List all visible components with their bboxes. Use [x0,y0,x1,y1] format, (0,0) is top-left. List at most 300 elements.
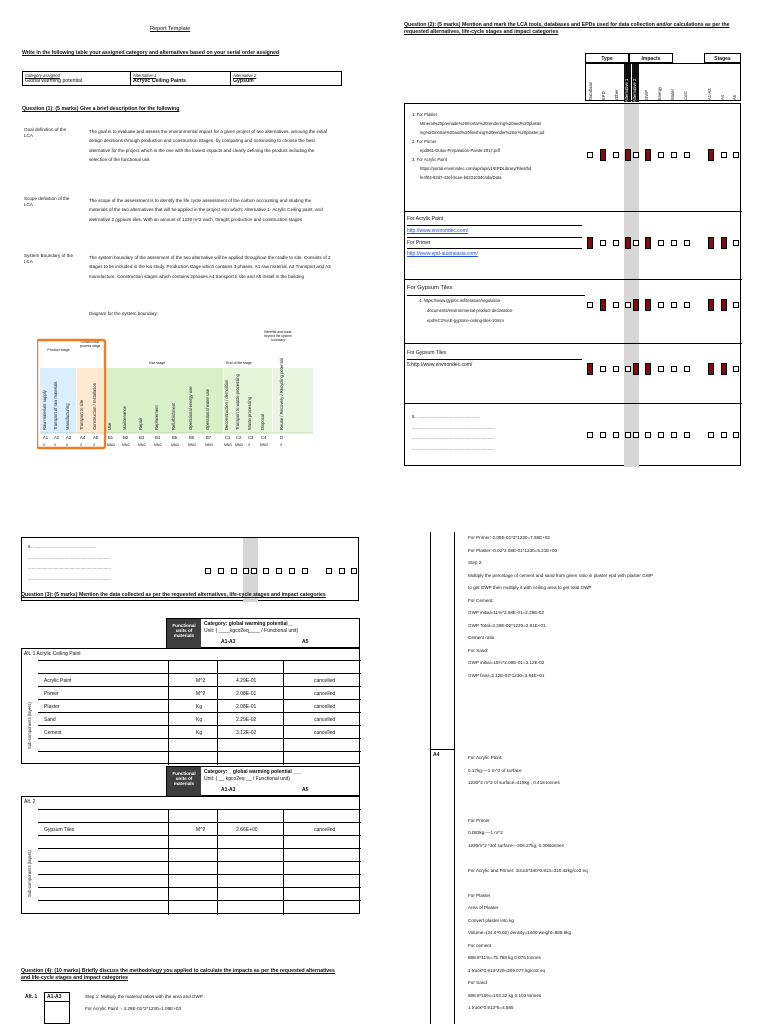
alt2-row-8 [38,900,361,915]
col-a4: A4 [720,94,725,100]
row5-line-0: 5. .................................................... [412,414,481,419]
checkbox-empty[interactable] [613,366,619,372]
alt1-row-5 [38,712,361,725]
checkbox-marked[interactable] [708,237,714,249]
code-b1: B1 [108,435,114,440]
checkbox-empty[interactable] [600,240,606,246]
checkbox-marked[interactable] [600,299,606,311]
checkbox-empty[interactable] [658,152,664,158]
checkbox-empty[interactable] [205,568,211,574]
page-3 [0,512,384,1024]
calc-b-16: 688.8*11%=75.768 kg 0.075 tonnes [468,955,541,960]
r5-b: cancelled [314,717,336,723]
r3-unit: M^2 [196,691,206,697]
row3-line-2: documents/environmental-product-declaration- [427,307,514,313]
checkbox-empty[interactable] [302,568,308,574]
r3-b: cancelled [314,691,336,697]
checkbox-empty[interactable] [289,568,295,574]
alt1-col-a: A1-A3 [221,639,236,645]
a2r2-b: cancelled [314,827,336,833]
mark-d: X [280,443,283,447]
checkbox-empty[interactable] [658,302,664,308]
row4-line-0: For Gypsum Tiles [407,348,582,360]
r3-a: 2.08E-01 [236,691,257,697]
q3-title: Question (3): (5 marks) Mention the data collected as per the requested alternatives, life-cycle stages and impact categories [21,592,326,598]
checkbox-marked[interactable] [708,299,714,311]
module-d: Reuse / Recovery / Recycling potential [279,358,284,430]
alt1-vline-2 [217,660,218,765]
checkbox-empty[interactable] [684,240,690,246]
code-c1: C1 [225,435,231,440]
module-b4: Replacement [154,405,159,430]
calc-b-6: 0.083kg----1 m^2 [468,830,503,835]
q4-stage-box [44,992,70,1024]
mark-b7: MND [205,443,213,447]
checkbox-empty[interactable] [733,432,739,438]
row6-line-3: .................................................................... [28,575,111,581]
checkbox-empty[interactable] [633,152,639,158]
r5-a: 2.29E-02 [236,717,257,723]
row4-text [407,348,582,371]
calc-b-18: For Sand [468,980,487,985]
checkbox-empty[interactable] [613,432,619,438]
col-a5: A5 [732,94,737,100]
row5-line-1: .................................................................... [412,424,495,430]
mark-c3: X [248,443,251,447]
checkbox-marked[interactable] [708,363,714,375]
row1-line-0: 1. For Plaster [412,112,438,117]
r6-unit: Kg [196,730,203,736]
calc-b-20: 1 truck*0.913*5=4.565 [468,1005,514,1010]
r2-a: 4.29E-01 [236,678,257,684]
mark-c1: MND [224,443,232,447]
row2-line-2: For Primer [407,237,582,250]
alt1-vline-3 [283,660,284,765]
code-c2: C2 [236,435,242,440]
page-1 [0,0,384,512]
alt1-table [21,648,360,764]
q1-title: Question (1): (5 marks) Give a brief description for the following [22,106,180,112]
checkbox-empty[interactable] [613,302,619,308]
module-b7: Operational water use [205,389,210,430]
calc-b-17: 1 truck*0.913*229=209.077 kg/co2 eq [468,967,546,973]
checkbox-empty[interactable] [251,568,257,574]
module-a5: Construction / Installation [92,382,97,430]
row4-line-1: 5.http://www.environdec.com/ [407,362,473,368]
stage-beyond: Benefits and loads beyond the system boundary [264,330,292,342]
checkbox-empty[interactable] [231,568,237,574]
mark-c4: MND [260,443,268,447]
alt1-sublabel: Sub-components (layers) [27,702,32,749]
calc-b-0: For Acrylic Paint: [468,755,503,760]
calc-a-4: to get GWP then multiply it with ceiling area to get total GWP [468,585,592,590]
alt2-vline-2 [217,809,218,915]
code-b2: B2 [123,435,129,440]
checkbox-marked[interactable] [625,149,631,161]
checkbox-marked[interactable] [721,237,727,249]
module-b5: Refurbishment [171,402,176,430]
alt1-row-8 [38,751,361,765]
header-impacts: Impacts [629,53,673,63]
q4-title: Question (4): (10 marks) Briefly discuss the methodology you applied to calculate the impacts as per the requested alternatives and life-cycle stages and impact categories [21,968,335,982]
checkbox-empty[interactable] [326,568,332,574]
page-4 [384,512,768,1024]
checkbox-empty[interactable] [733,240,739,246]
q2-row-1 [405,104,742,212]
mark-b5: MND [171,443,179,447]
code-b6: B6 [189,435,195,440]
module-b3: Repair [138,417,143,430]
system-boundary-diagram [37,330,327,490]
row6-line-1: .................................................................... [28,554,111,560]
col-alt2: Alternative 2 [632,64,639,102]
checkbox-marked[interactable] [645,237,651,249]
row5-line-2: .................................................................... [412,435,495,441]
r2-b: cancelled [314,678,336,684]
mark-b1: MND [107,443,115,447]
checkbox-empty[interactable] [351,568,357,574]
calc-a-10: GWP initial=15%*2.08E-01=3.12E-02 [468,660,545,665]
calc-b-11: For Plaster [468,892,491,898]
code-a3: A3 [66,435,72,440]
calc-b-5: For Primer [468,817,490,823]
alt1-row-7 [38,738,361,751]
mark-a2: X [54,443,57,447]
row3-line-1: 4. https://www.gyproc.ie/literature/regulation- [419,298,502,304]
module-b1: Use [107,422,112,430]
module-c3: Waste processing [247,396,252,430]
r6-name: Cement [44,730,62,736]
checkbox-empty[interactable] [613,240,619,246]
checkbox-empty[interactable] [587,432,593,438]
checkbox-empty[interactable] [263,568,269,574]
row3-line-3: epd%C2%AE-gyptone-ceiling-tiles-10mm [427,317,504,323]
q1-label-goal: Goal definition of the LCA [24,127,67,139]
r5-unit: Kg [196,717,203,723]
checkbox-empty[interactable] [339,568,345,574]
checkbox-empty[interactable] [684,152,690,158]
mark-b3: MND [138,443,146,447]
alt2-table [21,796,360,914]
alt1-row-2 [38,673,361,686]
assign-col-2 [131,72,231,86]
code-b3: B3 [139,435,145,440]
alt2-row-7 [38,887,361,900]
mark-b6: MND [188,443,196,447]
calc-frame-top [430,532,455,749]
checkbox-empty[interactable] [658,366,664,372]
stage-product: Product stage [47,348,70,352]
calc-b-9: For Acrylic and Primer: 1truck*340*0.913=310.42kg/co2 eq [468,867,588,873]
row5-text [412,412,587,454]
checkbox-empty[interactable] [721,432,727,438]
alt2-header [166,766,360,796]
a2r2-unit: M^2 [196,827,206,833]
col-a1a3: A1-A3 [707,88,712,100]
r5-name: Sand [44,717,56,723]
checkbox-marked[interactable] [721,363,727,375]
calc-a-6: GWP initial=11%*2.08E-01=2.29E-02 [468,610,544,615]
alt1-header [166,618,360,648]
assign-h3: Alternative 2 [233,73,257,78]
mark-a4: X [80,443,83,447]
mark-a3: X [66,443,69,447]
calc-frame-bottom [430,749,455,1024]
checkbox-marked[interactable] [600,149,606,161]
alt1-row-4 [38,699,361,712]
calc-b-13: Convert plaster into kg [468,917,514,923]
calc-a-7: GWP Total=2.29E-02*1230=2.81E+01 [468,622,546,628]
q1-label-scope: Scope definition of the LCA [24,196,70,208]
row1-line-1: Mineral%20premade%20mortar%20rendering%20and%20plaster [420,121,542,127]
calc-a-0: For Primer:-2.08E-01*3*1230=7.68E+02 [468,535,550,540]
row6-line-2: .................................................................... [28,565,111,571]
alt1-vline-1 [168,660,169,765]
row3-text [407,282,585,325]
calc-a-5: For Cement: [468,597,494,603]
calc-a-11: GWP final=3.12E-02*1230=3.84E+01 [468,672,545,678]
alt1-fu-header: Functional units of materials [167,619,201,649]
alt1-title: Alt. 1 Acrylic Ceiling Paint [24,651,81,657]
code-b5: B5 [172,435,178,440]
q1-text-boundary: The system boundary of the assesment of the two alternative will be applied throughout the cradle to site. Consists of 2 stages to be included in the lca study. Production stage which contains 3 phases, A1 raw material, A2 Transport and A3 manufacture. Construction stages which contains 2phases A4 transport ti site and A5 install in the building [89,255,331,279]
row1-line-2: ing%20mortar%20and%20finishing%20render%20or%20plaster.pd [420,130,545,136]
q2-row-4 [405,344,742,404]
calc-lines-a [468,532,758,682]
q2-row-3 [405,280,742,344]
module-b6: Operational energy use [188,386,193,430]
calc-a-8: Cement ratio [468,635,495,640]
r2-name: Acrylic Paint [44,678,72,684]
r6-b: cancelled [314,730,336,736]
page-2 [384,0,768,512]
checkbox-empty[interactable] [671,432,677,438]
row1-line-3: 2. For Primer [412,139,437,145]
row1-line-5: 3. For Acrylic Paint [412,157,447,163]
checkbox-marked[interactable] [721,299,727,311]
checkbox-empty[interactable] [243,568,249,574]
checkbox-empty[interactable] [671,366,677,372]
checkbox-empty[interactable] [733,302,739,308]
calc-b-7: 1230m^2 *3of surface---306.27kg, 0.306tonnes [468,842,564,848]
assign-v2: Acrylic Ceiling Paints [133,78,187,84]
q2-title: Question (2): (5 marks) Mention and mark the LCA tools, databases and EPDs used for data collection and/or calculations as per the requested alternatives, life-cycle stages and impact categories [404,22,730,36]
checkbox-empty[interactable] [684,432,690,438]
mark-b2: MND [122,443,130,447]
col-cost: Cost [683,91,688,100]
checkbox-empty[interactable] [733,366,739,372]
alt2-sublabel: Sub-components (layers) [27,850,32,897]
checkbox-empty[interactable] [658,240,664,246]
checkbox-empty[interactable] [600,432,606,438]
calc-a-9: For Sand: [468,647,489,653]
checkbox-empty[interactable] [600,366,606,372]
col-other: Other [614,89,619,100]
col-water: Water [670,88,675,100]
assign-h1: Category assigned [25,73,60,78]
assign-h2: Alternative 1 [133,73,157,78]
r3-name: Primer [44,691,59,697]
mark-c2: MND [235,443,243,447]
row6-line-0: 6. .................................................... [28,544,97,549]
col-energy: Energy [657,86,662,100]
checkbox-marked[interactable] [708,149,714,161]
q2-header [404,53,741,103]
checkbox-marked[interactable] [587,237,593,249]
assign-col-1 [23,72,131,86]
checkbox-empty[interactable] [218,568,224,574]
row3-line-0: For Gypsum Tiles [407,282,585,296]
calc-b-8 [468,852,758,865]
checkbox-marked[interactable] [645,299,651,311]
header-cols [585,63,741,101]
row2-line-0: For Acrylic Paint [407,214,582,226]
code-a4: A4 [80,435,86,440]
calc-a-1: For Plaster:-0.02*2.08E-01*1230=5.21E+00 [468,547,558,553]
checkbox-empty[interactable] [625,302,631,308]
code-a5: A5 [93,435,99,440]
checkbox-empty[interactable] [587,152,593,158]
alt2-row-3 [38,835,361,848]
alt2-vline-3 [283,809,284,915]
module-a1: Raw materials supply [42,390,47,430]
checkbox-empty[interactable] [733,152,739,158]
alt2-category: Category: _ global warming potential ___ [204,769,302,775]
module-a2: Transport of raw materials [53,381,58,430]
checkbox-empty[interactable] [708,432,714,438]
checkbox-empty[interactable] [613,152,619,158]
code-b7: B7 [206,435,212,440]
assign-v3: Gypsum [233,78,254,84]
alt1-unit: Unit: ( ____kgco2eq____ / Functional unit) [204,628,299,634]
q1-label-boundary: System Boundary of the LCA [24,253,74,265]
checkbox-marked[interactable] [645,363,651,375]
mark-b4: MND [154,443,162,447]
q4-stage-label: A1-A3 [45,993,69,1002]
checkbox-marked[interactable] [633,299,639,311]
module-b2: Maintenance [122,406,127,430]
stage-construction: Construction process stage [79,340,101,348]
r4-unit: Kg [196,704,203,710]
header-stages: Stages [704,53,741,63]
a4-label: A4 [433,752,440,758]
code-b4: B4 [155,435,161,440]
stage-use: Use stage [148,361,166,365]
alt1-row-1 [38,660,361,673]
calc-b-19: 688.8*15%=103.32 kg 0.103 tonnes [468,992,542,998]
calc-a-3: Multiply the percetage of cement and sand from given ratio in plaster epd with plaster GWP [468,572,654,578]
checkbox-empty[interactable] [721,152,727,158]
q4-acrylic: For Acrylic Paint :- 4.29E-01*2*1230=1.06E+03 [85,1006,182,1011]
calc-b-14: Volume=(24.6*0.02) density=1400 weight=688.8kg [468,930,572,935]
checkbox-marked[interactable] [633,363,639,375]
checkbox-marked[interactable] [645,149,651,161]
col-database: Database [588,82,593,100]
stage-end-of-life: End of life stage [226,361,252,365]
calc-lines-b [468,752,758,1015]
intro-text: Write in the following table your assigned category and alternatives based on your serial order assigned [22,50,280,56]
checkbox-empty[interactable] [633,240,639,246]
calc-b-15: For cement [468,942,492,948]
row2-line-3[interactable]: http://www.epd-australasia.com/ [407,251,478,258]
q2-table [404,103,741,466]
header-type: Type [585,53,629,63]
checkbox-empty[interactable] [633,432,639,438]
checkbox-empty[interactable] [671,302,677,308]
code-c4: C4 [261,435,267,440]
calc-b-4 [468,802,758,815]
checkbox-empty[interactable] [625,432,631,438]
alt2-col-a: A1-A3 [221,787,236,793]
module-c4: Disposal [260,413,265,430]
row2-line-1[interactable]: http://www.environdec.com/ [407,227,469,234]
calc-a-2: Step 2: [468,560,483,565]
alt2-vline-1 [168,809,169,915]
diagram-caption: Diagram for the system boundary: [89,311,159,316]
calc-b-12: Area of Plaster [468,905,499,910]
alt1-category: Category: global warming potential__ [204,621,294,627]
row1-text [412,110,582,182]
calc-b-1: 0.17kg----1 m^2 of surface [468,767,522,773]
calc-b-10 [468,877,758,890]
q1-text-goal: The goal is to evaluate and assess the environmental impact for a given project of two alternatives, amoung the initial design decisions through production and construction Stages, by comparing and nominating to choose the best alternative for the project which is the one with the lowest impacts and clearly defining the product including the selection of the functional unit [89,129,327,163]
checkbox-empty[interactable] [645,432,651,438]
checkbox-empty[interactable] [671,240,677,246]
alt2-unit: Unit: ( __ kgco2eq __ / Functional unit) [204,776,290,782]
checkbox-empty[interactable] [276,568,282,574]
col-gwp: GWP [644,89,649,100]
alt1-row-3 [38,686,361,699]
r2-unit: M^2 [196,678,206,684]
assign-col-3 [231,72,342,86]
checkbox-empty[interactable] [587,302,593,308]
q2-row-5 [405,404,742,467]
checkbox-marked[interactable] [625,237,631,249]
a2r2-a: 2.66E+00 [236,827,258,833]
alt1-col-b: A5 [302,639,309,645]
checkbox-empty[interactable] [625,366,631,372]
checkbox-empty[interactable] [671,152,677,158]
mark-a5: X [93,443,96,447]
code-a1: A1 [43,435,49,440]
row1-line-6: https://portal.environdec.com/api/api/v1/EPDLibrary/Files/bd [420,166,532,172]
calc-b-3 [468,790,758,803]
assign-v1: Global warming potential [25,78,83,84]
mark-a1: X [43,443,46,447]
r6-a: 3.12E-02 [236,730,257,736]
alt2-row-2 [38,822,361,835]
alt2-row-1 [38,809,361,822]
checkbox-empty[interactable] [658,432,664,438]
module-c1: Deconstruction / demolition [224,379,229,430]
r4-b: cancelled [314,704,336,710]
alt1-row-6 [38,725,361,738]
checkbox-empty[interactable] [684,366,690,372]
alt2-title: Alt. 2 [24,799,36,805]
q4-alt-label: Alt. 1 [25,994,38,1000]
alt2-fu-header: Functional units of materials [167,767,201,797]
row1-line-7: fe4f04-82d7-43ef-9cee-b6331034c4da/Data [420,175,502,181]
alt2-col-b: A5 [302,787,309,793]
code-d: D [280,435,284,440]
alt2-row-4 [38,848,361,861]
q2-row-2 [405,212,742,280]
checkbox-empty[interactable] [684,302,690,308]
checkbox-marked[interactable] [587,363,593,375]
assign-table [22,71,342,86]
module-c2: Transport to waste processing [235,374,240,430]
alt2-row-6 [38,874,361,887]
